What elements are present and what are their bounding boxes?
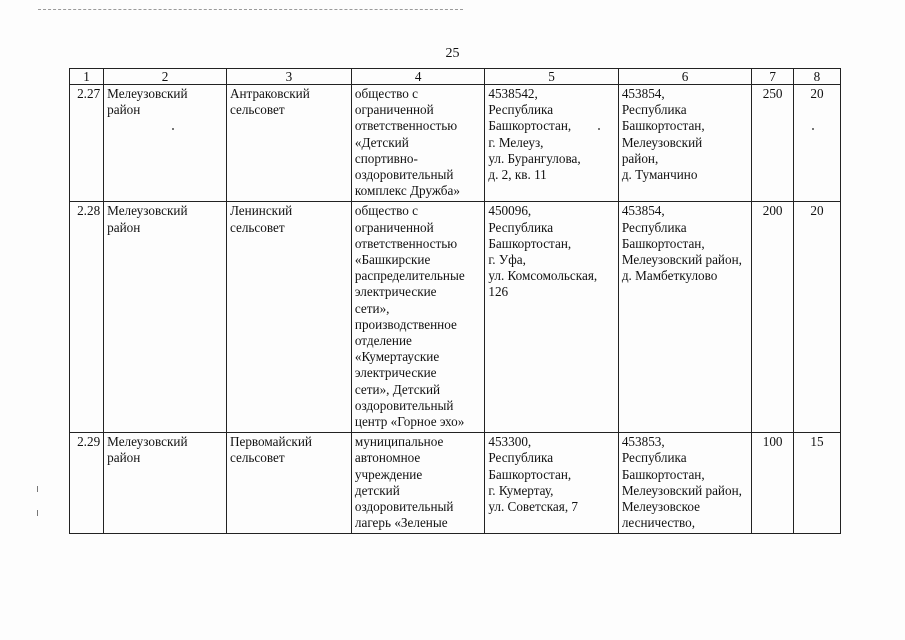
cell-line: Башкортостан, (488, 235, 572, 251)
cell-line: Мелеузовский район, (621, 482, 742, 498)
actual-address-cell (618, 85, 751, 202)
col7-value-cell: 100 (752, 433, 794, 534)
cell-line: Ленинский (229, 203, 293, 219)
cell-line: электрические (354, 365, 437, 381)
header-col-8: 8 (793, 69, 840, 85)
header-col-2: 2 (104, 69, 227, 85)
cell-line: район (107, 450, 141, 466)
cell-line: общество с (354, 203, 419, 219)
col8-value-cell: 20 (793, 85, 840, 202)
scan-speck (598, 128, 600, 130)
district-cell (104, 85, 227, 202)
row-number-cell: 2.27 (70, 85, 104, 202)
cell-line: сельсовет (229, 102, 285, 118)
table-header (70, 69, 841, 85)
cell-line: оздоровительный (354, 397, 454, 413)
cell-line: центр «Горное эхо» (354, 414, 465, 430)
cell-line: Башкортостан, (621, 466, 705, 482)
cell-line: Мелеузовское (621, 499, 701, 515)
cell-line: ответственностью (354, 118, 458, 134)
cell-line: Первомайский (229, 434, 312, 450)
cell-line: ответственностью (354, 235, 458, 251)
cell-line: Мелеузовский район, (621, 252, 742, 268)
cell-line: район (107, 219, 141, 235)
scan-speck (172, 128, 174, 130)
col8-value-cell: 15 (793, 433, 840, 534)
cell-line: производственное (354, 316, 457, 332)
cell-line: 453854, (621, 86, 665, 101)
cell-line: спортивно- (354, 150, 418, 166)
cell-line: оздоровительный (354, 499, 454, 515)
cell-line: муниципальное (354, 434, 444, 450)
scan-speck (37, 486, 38, 492)
cell-line: сети», Детский (354, 381, 441, 397)
cell-line: Мелеузовский (107, 203, 188, 219)
cell-line: 453854, (621, 203, 665, 219)
cell-line: комплекс Дружба» (354, 183, 460, 199)
district-cell (104, 202, 227, 433)
cell-line: «Кумертауские (354, 349, 440, 365)
cell-line: Мелеузовский (107, 86, 188, 101)
cell-line: Республика (488, 450, 554, 466)
actual-address-cell (618, 202, 751, 433)
cell-line: Мелеузовский (107, 434, 188, 450)
legal-address-cell (485, 85, 618, 202)
legal-address-cell (485, 433, 618, 534)
organization-cell (351, 433, 484, 534)
scan-top-rule (38, 9, 463, 10)
district-cell (104, 433, 227, 534)
cell-line: район, (621, 150, 659, 166)
cell-line: Антраковский (229, 86, 310, 101)
cell-line: оздоровительный (354, 167, 454, 183)
cell-line: Республика (488, 102, 554, 118)
cell-line: лагерь «Зеленые (354, 515, 448, 531)
cell-line: отделение (354, 333, 412, 349)
cell-line: Республика (621, 102, 687, 118)
cell-line: ул. Комсомольская, (488, 268, 598, 284)
cell-line: Республика (488, 219, 554, 235)
cell-line: Мелеузовский (621, 134, 703, 150)
cell-line: Республика (621, 219, 687, 235)
cell-line: Башкортостан, (621, 118, 705, 134)
cell-line: ул. Советская, 7 (488, 499, 579, 515)
row-number-cell: 2.28 (70, 202, 104, 433)
page-number: 25 (445, 46, 460, 61)
legal-address-cell (485, 202, 618, 433)
council-cell (226, 433, 351, 534)
header-col-4: 4 (351, 69, 484, 85)
cell-line: Башкортостан, (488, 118, 572, 134)
header-col-5: 5 (485, 69, 618, 85)
scan-speck (37, 510, 38, 516)
cell-line: район (107, 102, 141, 118)
cell-line: сельсовет (229, 450, 285, 466)
cell-line: г. Кумертау, (488, 482, 554, 498)
cell-line: 126 (488, 284, 509, 300)
cell-line: детский (354, 482, 400, 498)
cell-line: общество с (354, 86, 419, 101)
col8-value-cell: 20 (793, 202, 840, 433)
cell-line: лесничество, (621, 515, 696, 531)
actual-address-cell (618, 433, 751, 534)
cell-line: 453853, (621, 434, 665, 450)
header-col-3: 3 (226, 69, 351, 85)
cell-line: распределительные (354, 268, 465, 284)
header-row (70, 69, 841, 85)
cell-line: ограниченной (354, 102, 434, 118)
cell-line: г. Уфа, (488, 252, 526, 268)
cell-line: Башкортостан, (621, 235, 705, 251)
cell-line: д. Туманчино (621, 167, 698, 183)
cell-line: ограниченной (354, 219, 434, 235)
cell-line: учреждение (354, 466, 423, 482)
cell-line: Республика (621, 450, 687, 466)
col7-value-cell: 250 (752, 85, 794, 202)
cell-line: Башкортостан, (488, 466, 572, 482)
cell-line: «Башкирские (354, 252, 431, 268)
cell-line: автономное (354, 450, 421, 466)
council-cell (226, 202, 351, 433)
cell-line: 4538542, (488, 86, 538, 101)
cell-line: сельсовет (229, 219, 285, 235)
header-col-1: 1 (70, 69, 104, 85)
table-body (70, 85, 841, 534)
table-row (70, 433, 841, 534)
cell-line: д. 2, кв. 11 (488, 167, 547, 183)
cell-line: 453300, (488, 434, 532, 450)
facilities-table (69, 68, 841, 534)
row-number-cell: 2.29 (70, 433, 104, 534)
cell-line: ул. Бурангулова, (488, 150, 581, 166)
cell-line: 450096, (488, 203, 532, 219)
cell-line: сети», (354, 300, 390, 316)
col7-value-cell: 200 (752, 202, 794, 433)
organization-cell (351, 202, 484, 433)
cell-line: г. Мелеуз, (488, 134, 544, 150)
cell-line: «Детский (354, 134, 409, 150)
table-row (70, 202, 841, 433)
header-col-7: 7 (752, 69, 794, 85)
table-row (70, 85, 841, 202)
header-col-6: 6 (618, 69, 751, 85)
organization-cell (351, 85, 484, 202)
cell-line: д. Мамбеткулово (621, 268, 718, 284)
cell-line: электрические (354, 284, 437, 300)
council-cell (226, 85, 351, 202)
scan-speck (812, 128, 814, 130)
